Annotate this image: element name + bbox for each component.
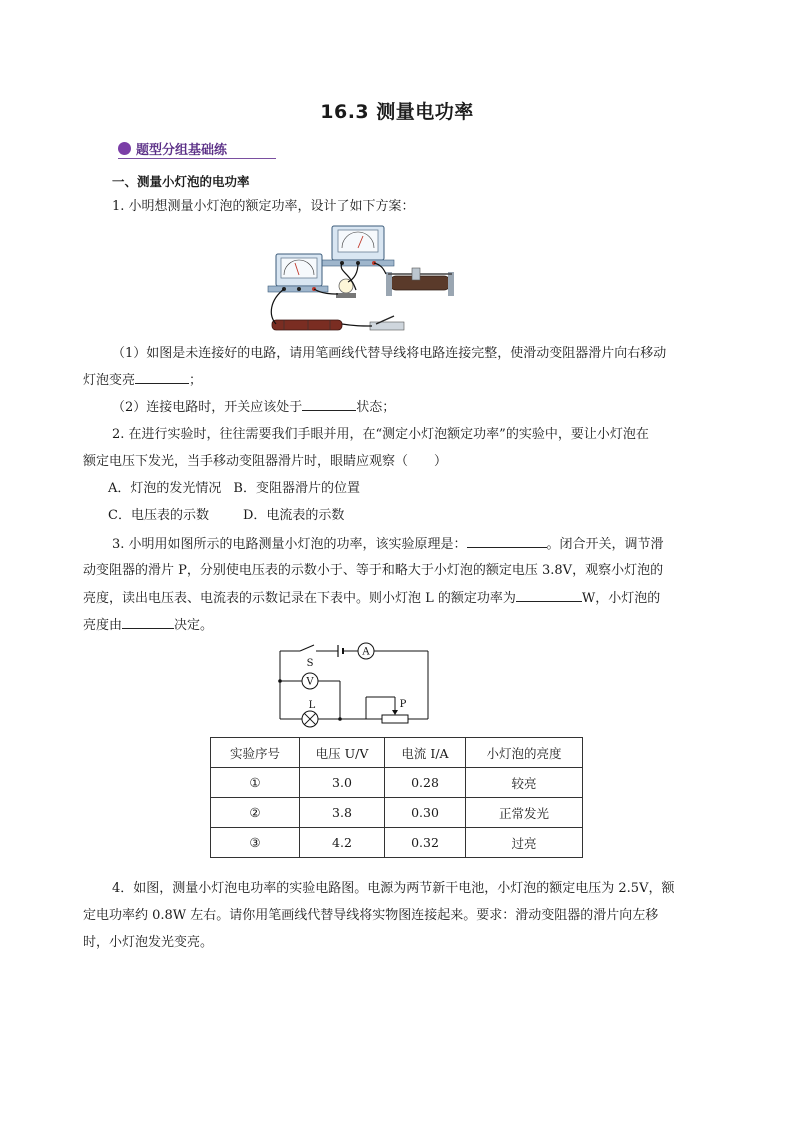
section-banner <box>118 138 276 159</box>
q2-options-row1 <box>108 479 748 499</box>
q1-part1-line2-text: 灯泡变亮 <box>83 373 136 388</box>
q1-part2-text: （2）连接电路时，开关应该处于 <box>112 400 303 415</box>
battery-device-icon <box>272 320 342 330</box>
table-cell: 3.8 <box>300 798 385 828</box>
table-cell: 正常发光 <box>466 798 583 828</box>
table-row <box>211 798 583 828</box>
section-banner-label: 题型分组基础练 <box>136 142 228 158</box>
q3-line4 <box>83 615 723 636</box>
q3-line4-end: 决定。 <box>174 618 214 633</box>
lamp-label: L <box>308 700 316 711</box>
circuit-apparatus-figure <box>262 220 532 338</box>
switch-label: S <box>306 658 314 669</box>
table-cell: 4.2 <box>300 828 385 858</box>
q3-line1-end: 。闭合开关，调节滑 <box>546 537 664 552</box>
answer-blank[interactable] <box>467 534 547 548</box>
table-cell: 3.0 <box>300 768 385 798</box>
q2-option-b[interactable]: B．变阻器滑片的位置 <box>233 481 360 496</box>
q3-line3 <box>83 588 723 609</box>
q1-intro: 1. 小明想测量小灯泡的额定功率，设计了如下方案： <box>112 199 415 214</box>
q3-line3-end: W，小灯泡的 <box>581 591 661 606</box>
data-table <box>210 737 583 858</box>
bullet-dot-icon <box>118 142 131 155</box>
answer-blank[interactable] <box>122 615 174 629</box>
q3-line1 <box>112 534 752 555</box>
table-cell: 较亮 <box>466 768 583 798</box>
q4-line3: 时，小灯泡发光变亮。 <box>83 935 214 950</box>
answer-blank[interactable] <box>135 370 189 384</box>
q1-part2 <box>112 397 752 418</box>
table-cell: ① <box>211 768 300 798</box>
page-title: 16.3 测量电功率 <box>320 101 474 123</box>
voltmeter-label: V <box>306 676 314 688</box>
lamp-device-icon <box>336 279 356 298</box>
q2-option-a[interactable]: A．灯泡的发光情况 <box>108 481 222 496</box>
q1-part2-end: 状态； <box>356 400 396 415</box>
table-header-row <box>211 738 583 768</box>
q3-line1-text: 3. 小明用如图所示的电路测量小灯泡的功率，该实验原理是： <box>112 537 467 552</box>
slider-label: P <box>399 699 407 710</box>
q2-line2: 额定电压下发光，当手移动变阻器滑片时，眼睛应观察（ ） <box>83 454 448 469</box>
rheostat-icon <box>382 715 408 723</box>
table-cell: ③ <box>211 828 300 858</box>
q1-part1-line2-end: ； <box>189 373 203 388</box>
q3-line2: 动变阻器的滑片 P，分别使电压表的示数小于、等于和略大于小灯泡的额定电压 3.8V，观察小灯泡的 <box>83 563 664 578</box>
table-header-cell: 电流 I/A <box>385 738 466 768</box>
table-cell: 过亮 <box>466 828 583 858</box>
q2-option-d[interactable]: D．电流表的示数 <box>242 508 345 523</box>
table-header-cell: 小灯泡的亮度 <box>466 738 583 768</box>
q1-part1-line2 <box>83 370 723 391</box>
ammeter-device-icon <box>268 254 328 292</box>
q4-line2: 定电功率约 0.8W 左右。请你用笔画线代替导线将实物图连接起来。要求：滑动变阻器的滑片向左移 <box>83 908 659 923</box>
q2-line1: 2. 在进行实验时，往往需要我们手眼并用，在“测定小灯泡额定功率”的实验中，要让小灯泡在 <box>112 427 649 442</box>
table-row <box>211 768 583 798</box>
table-header-cell: 电压 U/V <box>300 738 385 768</box>
answer-blank[interactable] <box>516 588 582 602</box>
switch-device-icon <box>370 316 404 330</box>
table-header-cell: 实验序号 <box>211 738 300 768</box>
q2-options-row2 <box>108 506 748 526</box>
answer-blank[interactable] <box>302 397 356 411</box>
circuit-diagram-figure <box>272 641 434 729</box>
switch-icon <box>300 645 314 651</box>
table-cell: 0.30 <box>385 798 466 828</box>
q4-line1: 4．如图，测量小灯泡电功率的实验电路图。电源为两节新干电池，小灯泡的额定电压为 2.5V，额 <box>112 881 675 896</box>
table-row <box>211 828 583 858</box>
q3-line4-text: 亮度由 <box>83 618 123 633</box>
q3-line3-text: 亮度，读出电压表、电流表的示数记录在下表中。则小灯泡 L 的额定功率为 <box>83 591 516 606</box>
q2-option-c[interactable]: C．电压表的示数 <box>108 508 209 523</box>
voltmeter-device-icon <box>320 226 394 266</box>
subsection-heading: 一、测量小灯泡的电功率 <box>112 174 250 189</box>
q1-part1-line1: （1）如图是未连接好的电路，请用笔画线代替导线将电路连接完整，使滑动变阻器滑片向右移动 <box>112 346 667 361</box>
table-cell: ② <box>211 798 300 828</box>
table-cell: 0.28 <box>385 768 466 798</box>
ammeter-label: A <box>362 646 370 658</box>
rheostat-device-icon <box>386 268 454 296</box>
table-cell: 0.32 <box>385 828 466 858</box>
